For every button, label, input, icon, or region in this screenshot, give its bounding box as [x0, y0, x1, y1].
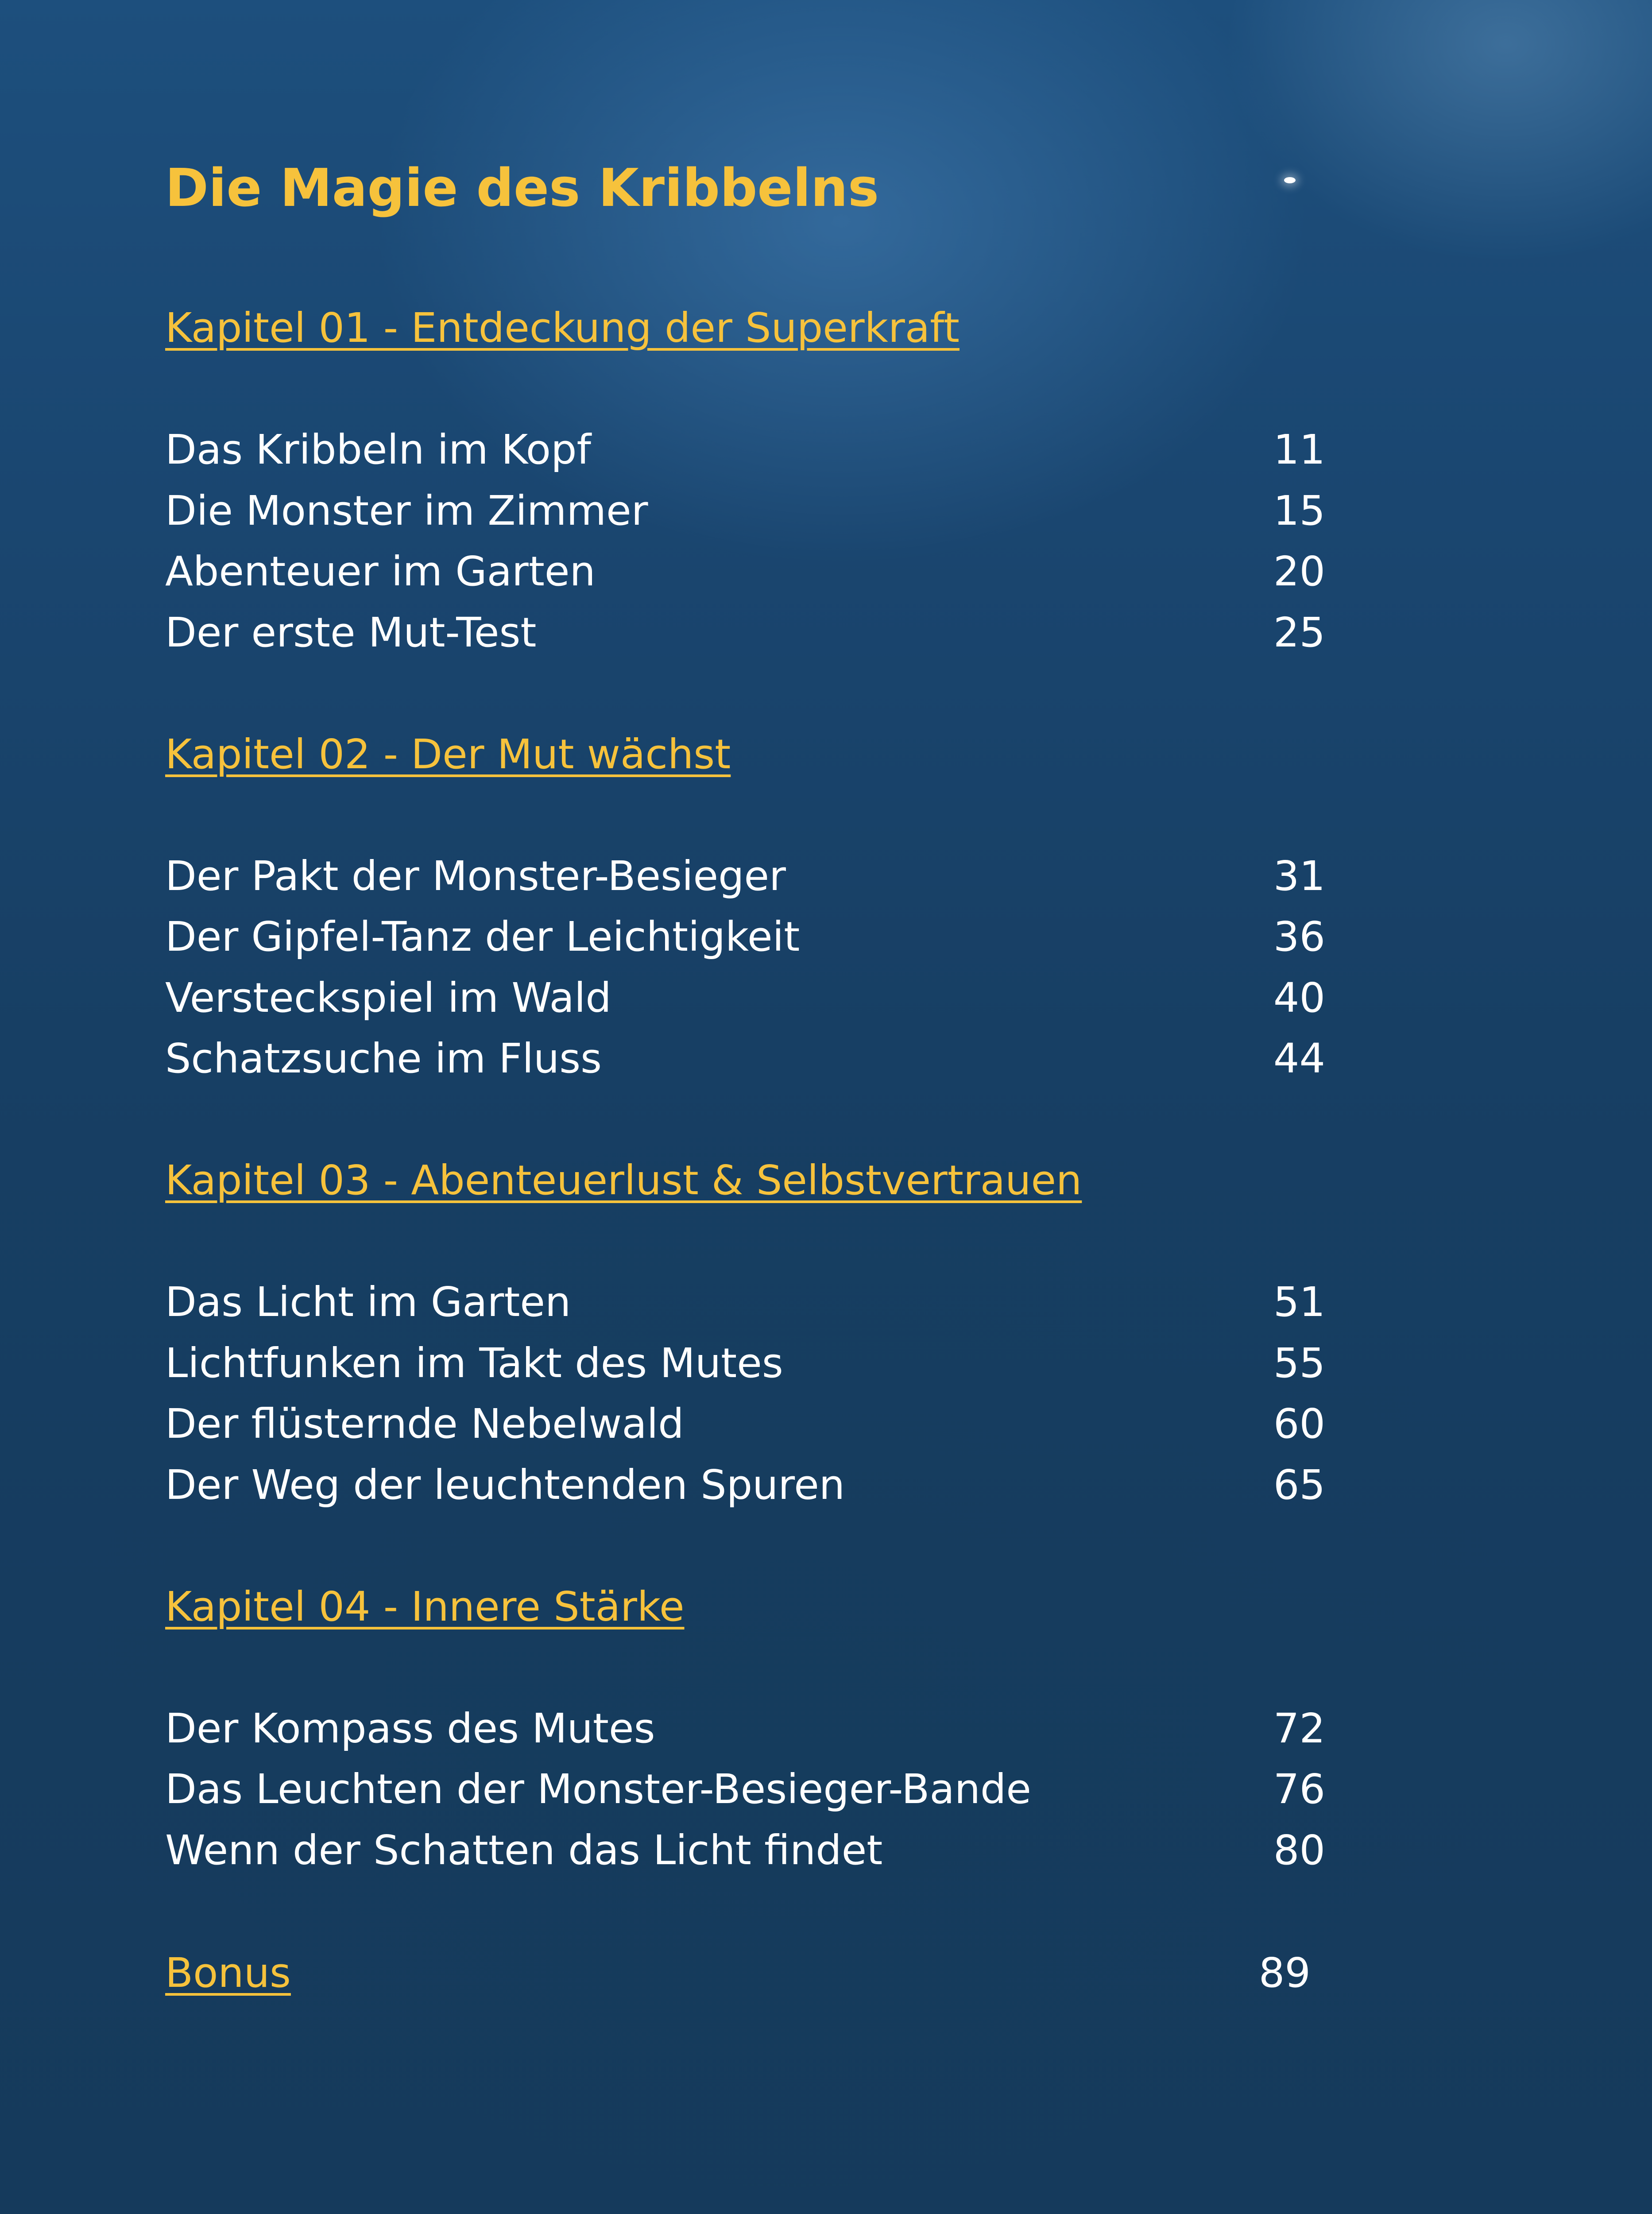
toc-entry-page: 31: [1273, 852, 1325, 900]
toc-entry-page: 40: [1273, 974, 1325, 1022]
toc-entry[interactable]: [165, 974, 1325, 1026]
toc-entry[interactable]: [165, 487, 1325, 539]
toc-entry[interactable]: [165, 548, 1325, 600]
toc-entry-title: Das Kribbeln im Kopf: [165, 426, 591, 473]
bonus-link[interactable]: Bonus: [165, 1949, 291, 1997]
toc-entry[interactable]: [165, 1827, 1325, 1879]
chapter-heading-01[interactable]: Kapitel 01 - Entdeckung der Superkraft: [165, 304, 959, 352]
toc-entry[interactable]: [165, 1339, 1325, 1392]
toc-entry-page: 60: [1273, 1400, 1325, 1448]
toc-entry-title: Das Leuchten der Monster-Besieger-Bande: [165, 1765, 1032, 1813]
toc-entry-page: 20: [1273, 548, 1325, 595]
toc-entry-page: 36: [1273, 913, 1325, 960]
toc-entry[interactable]: [165, 609, 1325, 661]
toc-entry-page: 55: [1273, 1339, 1325, 1387]
toc-entry[interactable]: [165, 913, 1325, 965]
toc-entry-title: Schatzsuche im Fluss: [165, 1035, 602, 1082]
chapter-heading-04[interactable]: Kapitel 04 - Innere Stärke: [165, 1583, 685, 1630]
toc-entry-page: 65: [1273, 1461, 1325, 1509]
page-title: Die Magie des Kribbelns: [165, 157, 879, 218]
toc-entry-title: Abenteuer im Garten: [165, 548, 596, 595]
toc-entry[interactable]: [165, 1765, 1325, 1818]
toc-entry-page: 44: [1273, 1035, 1325, 1082]
toc-entry-page: 76: [1273, 1765, 1325, 1813]
toc-entry[interactable]: [165, 1035, 1325, 1087]
toc-entry-title: Der Kompass des Mutes: [165, 1705, 655, 1752]
toc-entry-title: Das Licht im Garten: [165, 1278, 571, 1326]
toc-entry-title: Die Monster im Zimmer: [165, 487, 648, 534]
toc-entry-title: Der flüsternde Nebelwald: [165, 1400, 684, 1448]
bonus-page-number: 89: [1258, 1949, 1311, 1997]
toc-entry-title: Der Weg der leuchtenden Spuren: [165, 1461, 845, 1509]
toc-entry-page: 15: [1273, 487, 1325, 534]
toc-entry-page: 80: [1273, 1827, 1325, 1874]
toc-entry-page: 72: [1273, 1705, 1325, 1752]
chapter-heading-02[interactable]: Kapitel 02 - Der Mut wächst: [165, 731, 731, 778]
toc-entry-title: Der erste Mut-Test: [165, 609, 537, 656]
toc-entry-title: Wenn der Schatten das Licht findet: [165, 1827, 883, 1874]
toc-entry-title: Versteckspiel im Wald: [165, 974, 611, 1022]
toc-entry[interactable]: [165, 426, 1325, 478]
toc-entry[interactable]: [165, 1705, 1325, 1757]
toc-entry[interactable]: [165, 1278, 1325, 1331]
toc-entry[interactable]: [165, 852, 1325, 905]
toc-entry-title: Der Gipfel-Tanz der Leichtigkeit: [165, 913, 800, 960]
toc-entry-page: 51: [1273, 1278, 1325, 1326]
toc-entry-page: 25: [1273, 609, 1325, 656]
toc-entry-page: 11: [1273, 426, 1325, 473]
toc-entry[interactable]: [165, 1400, 1325, 1452]
chapter-heading-03[interactable]: Kapitel 03 - Abenteuerlust & Selbstvertrauen: [165, 1157, 1082, 1204]
toc-entry-title: Der Pakt der Monster-Besieger: [165, 852, 786, 900]
star-sparkle: [1284, 177, 1296, 183]
toc-entry[interactable]: [165, 1461, 1325, 1513]
toc-entry-title: Lichtfunken im Takt des Mutes: [165, 1339, 783, 1387]
